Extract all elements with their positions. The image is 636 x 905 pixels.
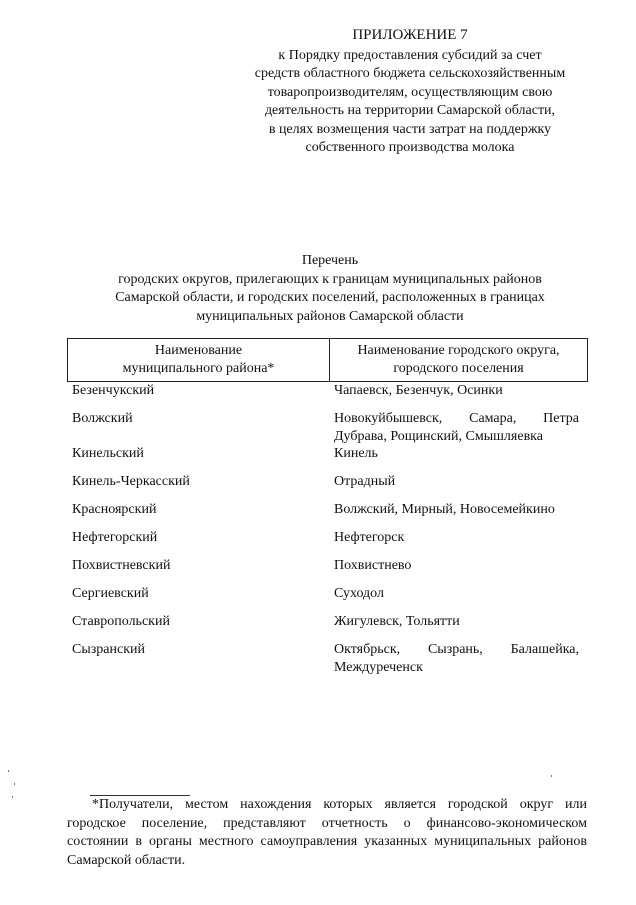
list-title: Перечень [301,253,359,268]
district-cell: Кинельский [72,446,144,461]
appendix-line: в целях возмещения части затрат на поддержку [268,121,552,137]
appendix-header [228,26,592,158]
district-cell: Безенчукский [72,383,155,398]
header-settlement-line2: городского поселения [393,361,524,376]
district-cell: Сергиевский [72,586,149,601]
settlement-cell: Чапаевск, Безенчук, Осинки [334,383,503,398]
district-cell: Сызранский [72,642,145,657]
header-district-line1: Наименование [154,343,243,358]
district-cell: Нефтегорский [72,530,158,545]
appendix-line: средств областного бюджета сельскохозяйственным [254,66,566,81]
district-cell: Похвистневский [72,558,171,573]
scan-artifact [551,775,552,777]
settlement-cell: Суходол [334,586,384,601]
settlement-cell: Нефтегорск [334,530,405,545]
scan-artifact [14,783,15,785]
table-header [67,338,588,382]
list-heading [80,252,580,326]
appendix-line: к Порядку предоставления субсидий за счет [278,47,542,63]
settlement-cell: Новокуйбышевск, Самара, Петра Дубрава, Рощинский, Смышляевка [334,411,579,444]
district-cell: Красноярский [72,502,157,517]
header-settlement [330,339,587,381]
appendix-title: ПРИЛОЖЕНИЕ 7 [352,27,468,43]
settlement-cell: Волжский, Мирный, Новосемейкино [334,502,555,517]
settlement-cell: Похвистнево [334,558,412,573]
district-cell: Ставропольский [72,614,170,629]
list-subtitle-line: городских округов, прилегающих к границам муниципальных районов [118,271,542,287]
scan-artifact [8,770,9,772]
district-cell: Волжский [72,411,133,426]
scan-artifact [12,796,13,798]
header-district-line2: муниципального района* [122,361,275,376]
list-subtitle-line: муниципальных районов Самарской области [196,308,464,324]
district-cell: Кинель-Черкасский [72,474,190,489]
settlement-cell: Октябрьск, Сызрань, Балашейка, Междуреченск [334,642,579,675]
appendix-line: собственного производства молока [305,140,515,155]
footnote: *Получатели, местом нахождения которых является городской округ или городское поселение, представляют отчетность о финансово-экономическом состоянии в органы местного самоуправления указанных муниципальных районов Самарской области. [67,797,587,868]
list-subtitle-line: Самарской области, и городских поселений, расположенных в границах [115,290,545,305]
settlement-cell: Жигулевск, Тольятти [334,614,460,629]
appendix-line: деятельность на территории Самарской области, [264,103,556,118]
header-settlement-line1: Наименование городского округа, [357,343,560,358]
settlement-cell: Кинель [334,446,378,461]
header-district [68,339,330,381]
appendix-line: товаропроизводителям, осуществляющим свою [267,84,553,100]
settlement-cell: Отрадный [334,474,396,489]
